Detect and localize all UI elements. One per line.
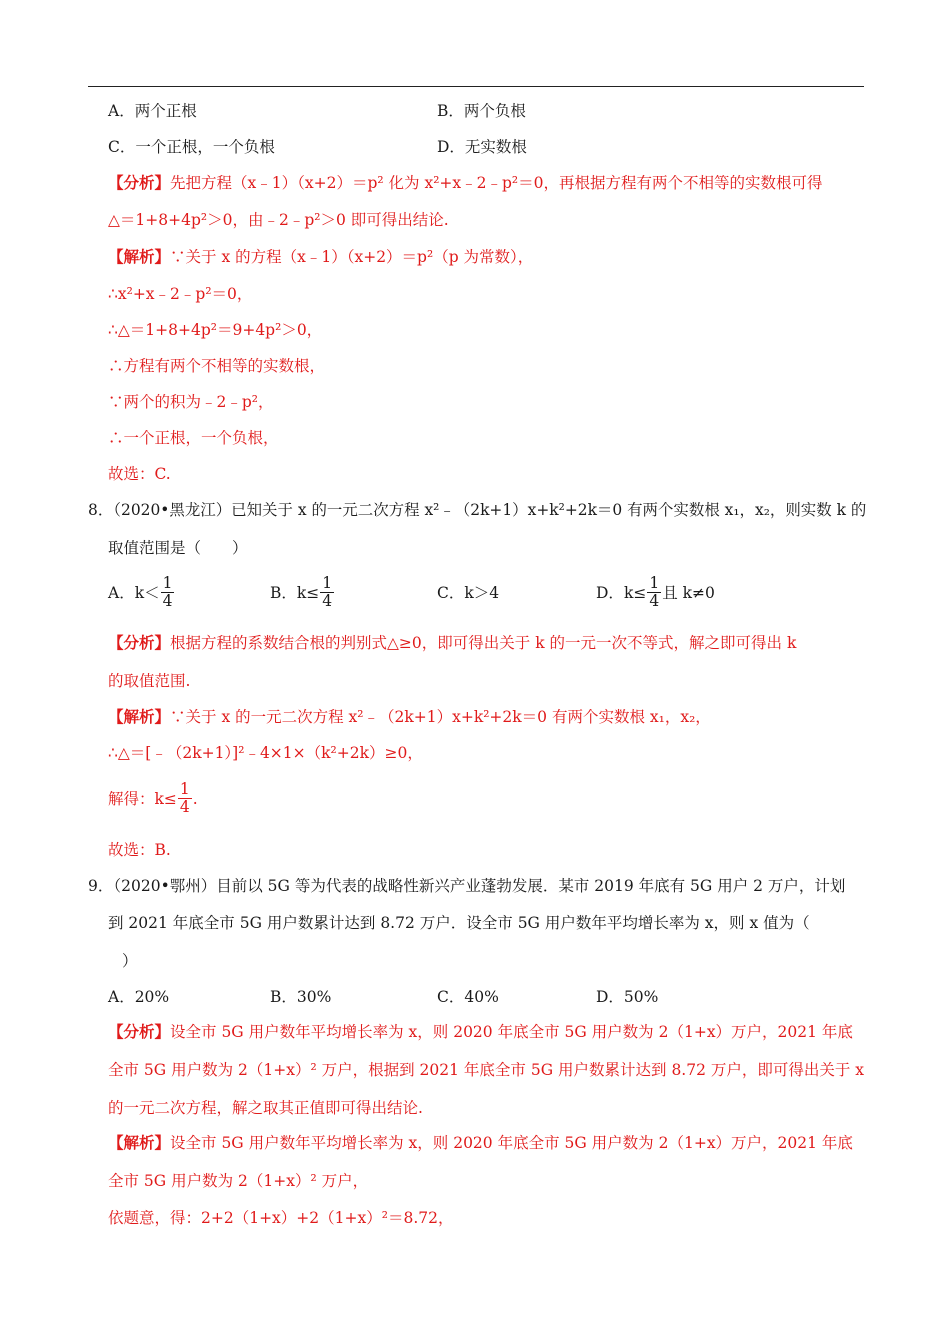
fraction-one-quarter: $\frac{1}{4}$ [179, 779, 190, 816]
solution-tag: 【解析】 [108, 247, 171, 266]
q9-stem-line-1: 9．（2020•鄂州）目前以 5G 等为代表的战略性新兴产业蓬勃发展．某市 2019 年底有 5G 用户 2 万户，计划 [88, 877, 846, 895]
q8-solution-line-2: ∴△＝[﹣（2k+1）]²﹣4×1×（k²+2k）≥0， [108, 744, 423, 762]
q8-option-a: A．k＜ $\frac{1}{4}$ [108, 573, 173, 610]
fraction-one-quarter: $\frac{1}{4}$ [649, 573, 660, 610]
q9-option-d: D．50% [596, 988, 659, 1006]
q7-option-a: A．两个正根 [108, 102, 197, 120]
q8-stem-line-1: 8．（2020•黑龙江）已知关于 x 的一元二次方程 x²﹣（2k+1）x+k²+2k＝0 有两个实数根 x₁，x₂，则实数 k 的 [88, 501, 867, 519]
q8-option-c: C．k＞4 [437, 584, 500, 602]
q8-stem-line-2: 取值范围是（ ） [108, 539, 248, 557]
q8-analysis-line-1: 【分析】根据方程的系数结合根的判别式△≥0，即可得出关于 k 的一元一次不等式，解之即可得出 k [108, 633, 797, 652]
fraction-one-quarter: $\frac{1}{4}$ [162, 573, 173, 610]
q7-answer: 故选：C. [108, 465, 171, 483]
question-source: （2020•黑龙江） [113, 501, 232, 519]
question-source: （2020•鄂州） [113, 877, 217, 895]
analysis-tag: 【分析】 [108, 173, 171, 192]
question-number: 8． [88, 501, 114, 519]
solution-tag: 【解析】 [108, 707, 171, 726]
q8-option-b: B．k≤ $\frac{1}{4}$ [270, 573, 333, 610]
solution-tag: 【解析】 [108, 1133, 171, 1152]
fraction-one-quarter: $\frac{1}{4}$ [322, 573, 333, 610]
question-number: 9． [88, 877, 114, 895]
q9-option-a: A．20% [108, 988, 170, 1006]
q9-solution-line-2: 全市 5G 用户数为 2（1+x）² 万户， [108, 1172, 369, 1190]
q7-solution-line-6: ∴一个正根，一个负根， [108, 429, 279, 447]
q9-solution-line-1: 【解析】设全市 5G 用户数年平均增长率为 x，则 2020 年底全市 5G 用户数为 2（1+x）万户，2021 年底 [108, 1133, 853, 1152]
q9-analysis-line-1: 【分析】设全市 5G 用户数年平均增长率为 x，则 2020 年底全市 5G 用户数为 2（1+x）万户，2021 年底 [108, 1022, 853, 1041]
q9-option-c: C．40% [437, 988, 499, 1006]
analysis-tag: 【分析】 [108, 1022, 171, 1041]
q9-stem-line-2: 到 2021 年底全市 5G 用户数累计达到 8.72 万户．设全市 5G 用户数年平均增长率为 x，则 x 值为（ [108, 914, 810, 932]
q9-stem-line-3: ） [122, 952, 138, 970]
q7-analysis-line-1: 【分析】先把方程（x﹣1）（x+2）＝p² 化为 x²+x﹣2﹣p²＝0，再根据方程有两个不相等的实数根可得 [108, 173, 823, 192]
q9-solution-line-3: 依题意，得：2+2（1+x）+2（1+x）²＝8.72， [108, 1209, 454, 1227]
q8-option-d: D．k≤ $\frac{1}{4}$ 且 k≠0 [596, 573, 715, 610]
q7-solution-line-4: ∴方程有两个不相等的实数根， [108, 357, 326, 375]
q8-analysis-line-2: 的取值范围. [108, 672, 191, 690]
q9-option-b: B．30% [270, 988, 332, 1006]
header-rule [88, 86, 864, 87]
q7-option-c: C．一个正根，一个负根 [108, 138, 275, 156]
q7-solution-line-1: 【解析】∵关于 x 的方程（x﹣1）（x+2）＝p²（p 为常数）， [108, 247, 534, 266]
q8-solution-line-3: 解得：k≤ $\frac{1}{4}$ . [108, 779, 198, 816]
q9-analysis-line-3: 的一元二次方程，解之取其正值即可得出结论. [108, 1099, 423, 1117]
q7-solution-line-2: ∴x²+x﹣2﹣p²＝0， [108, 285, 253, 303]
q7-option-b: B．两个负根 [437, 102, 526, 120]
q9-analysis-line-2: 全市 5G 用户数为 2（1+x）² 万户，根据到 2021 年底全市 5G 用户数累计达到 8.72 万户，即可得出关于 x [108, 1061, 865, 1079]
q7-analysis-line-2: △＝1+8+4p²＞0，由﹣2﹣p²＞0 即可得出结论. [108, 211, 449, 229]
q7-solution-line-5: ∵两个的积为﹣2﹣p²， [108, 393, 274, 411]
q8-solution-line-1: 【解析】∵关于 x 的一元二次方程 x²﹣（2k+1）x+k²+2k＝0 有两个实数根 x₁，x₂， [108, 707, 711, 726]
q8-answer: 故选：B. [108, 841, 171, 859]
q7-option-d: D．无实数根 [437, 138, 527, 156]
q7-solution-line-3: ∴△＝1+8+4p²＝9+4p²＞0， [108, 321, 323, 339]
analysis-tag: 【分析】 [108, 633, 171, 652]
